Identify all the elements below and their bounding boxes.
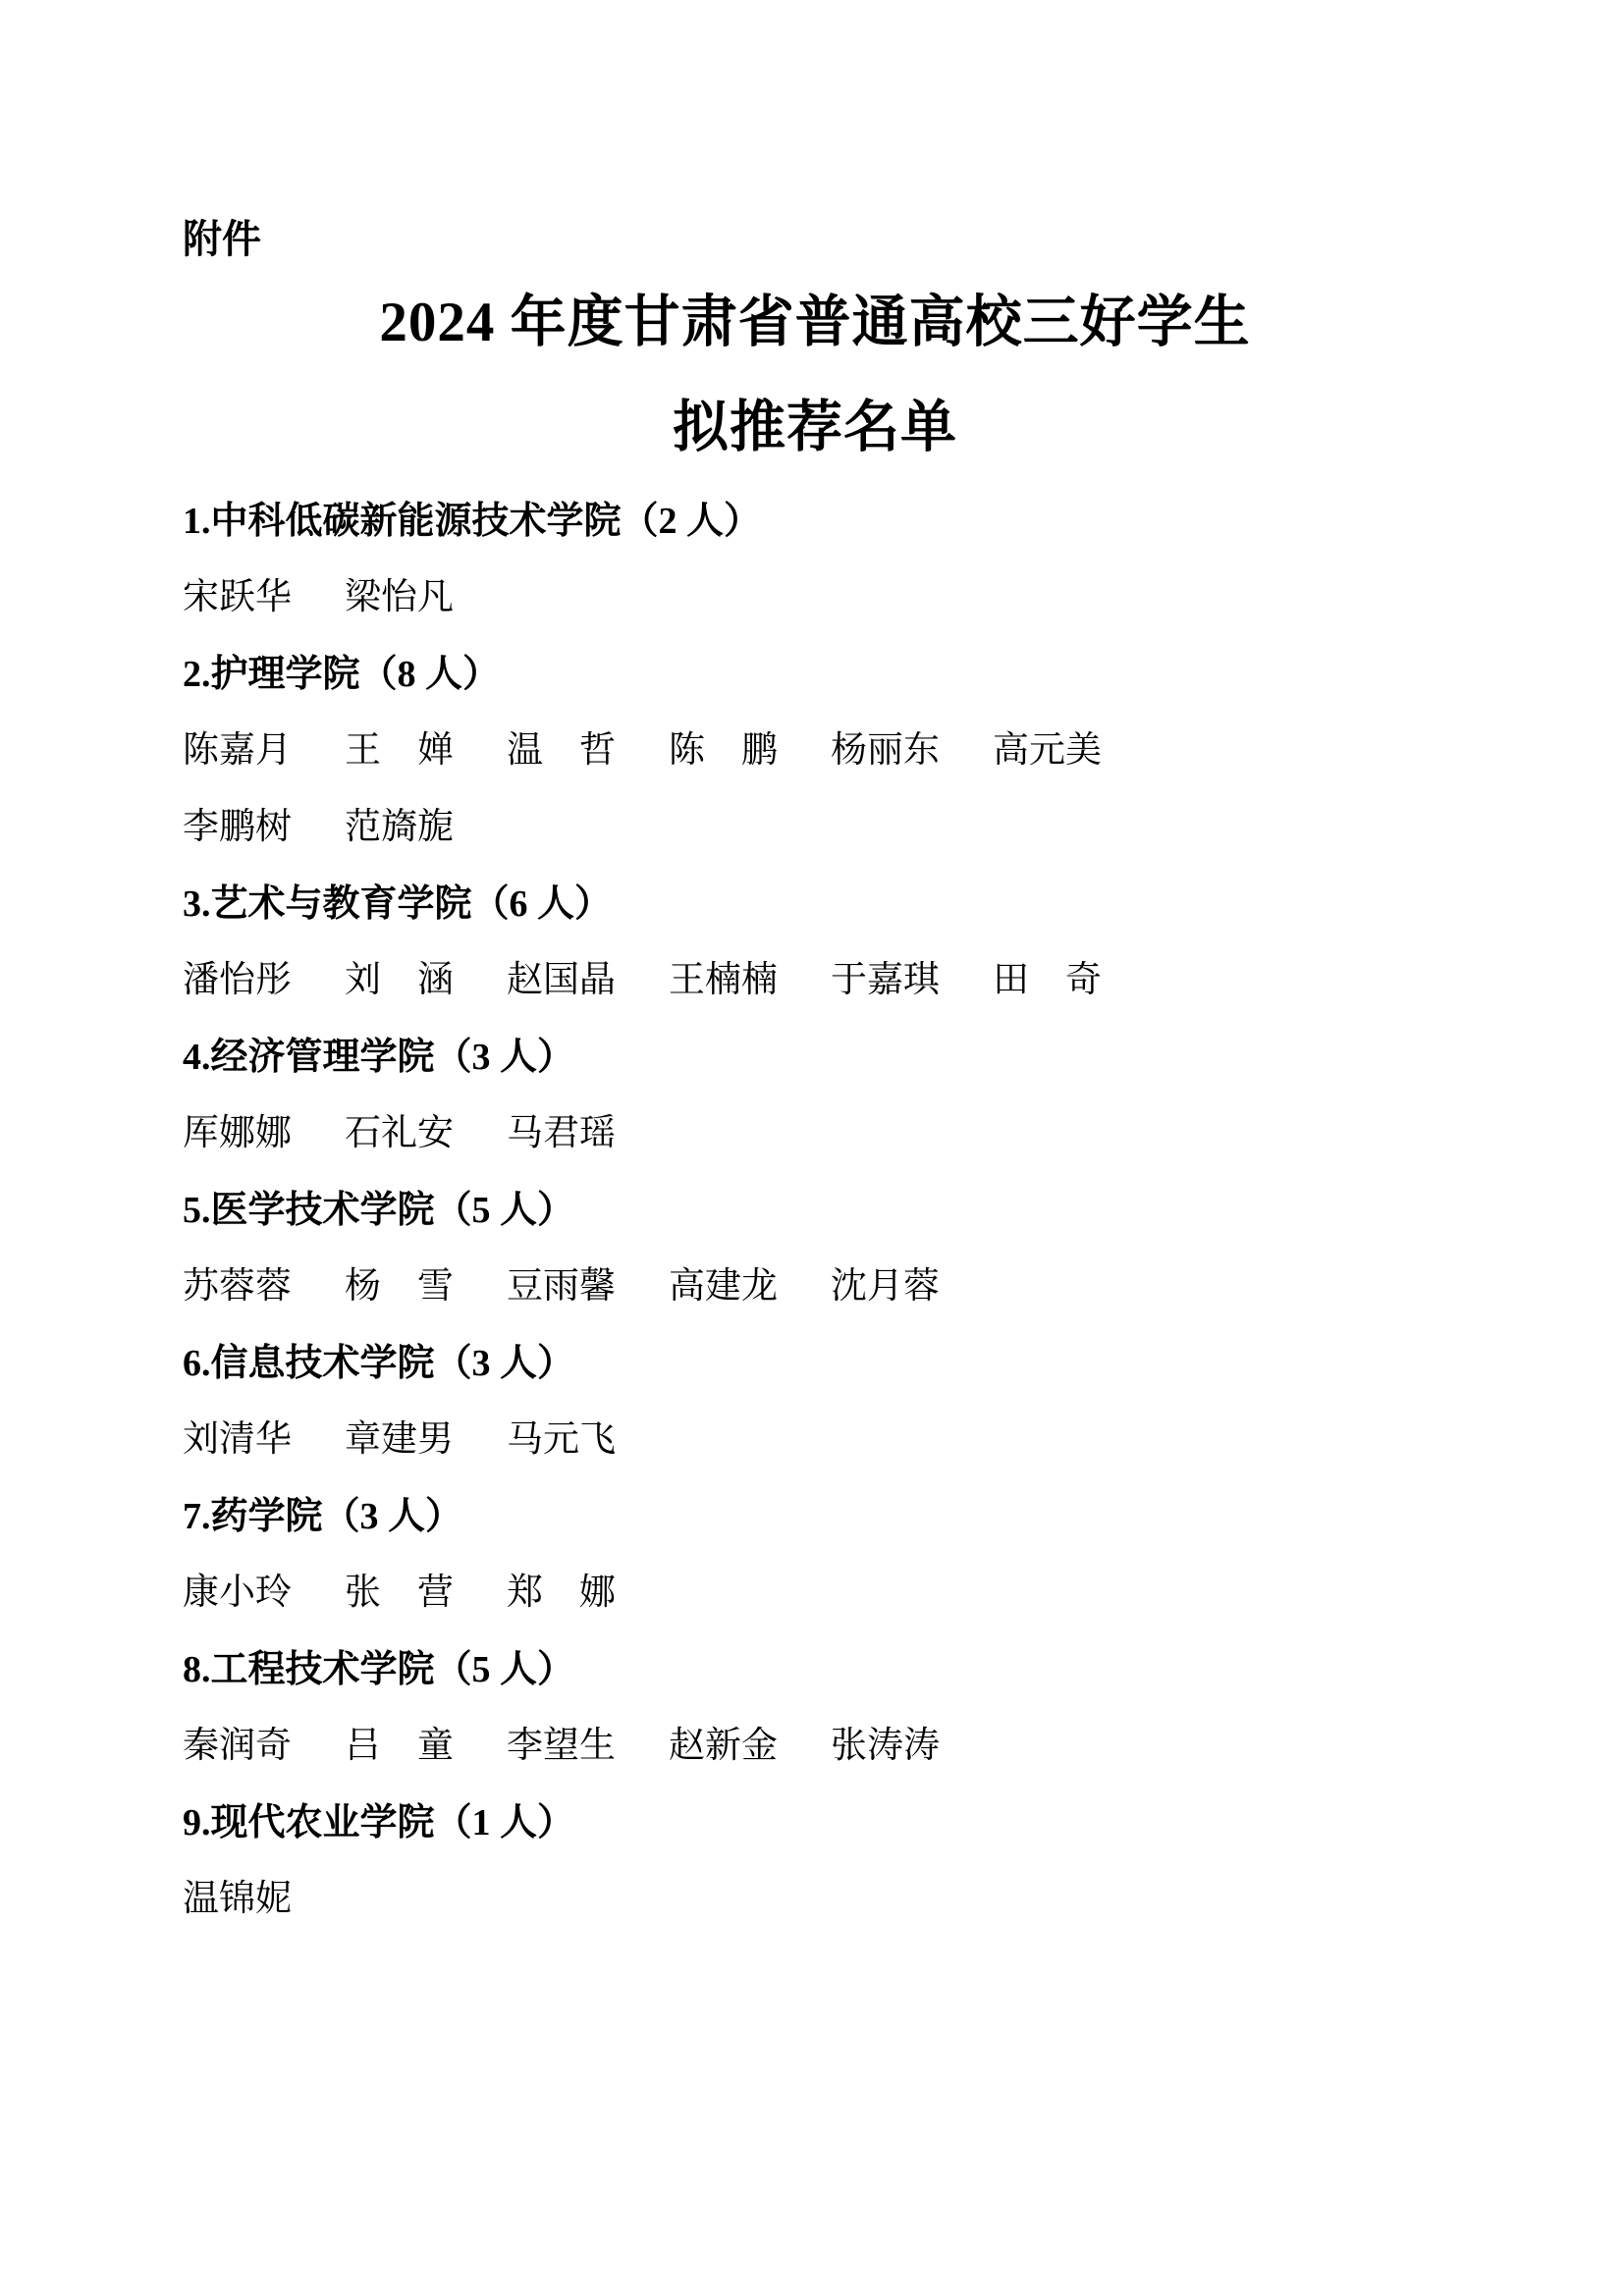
sections-list [183, 483, 1447, 1938]
student-name: 李望生 [507, 1726, 616, 1766]
student-name: 杨丽东 [831, 730, 940, 771]
section-heading: 2.护理学院（8 人） [183, 654, 501, 695]
student-name: 于嘉琪 [831, 960, 940, 1000]
names-row [183, 1555, 1447, 1631]
attachment-label: 附件 [183, 218, 261, 261]
names-row [183, 1861, 1447, 1938]
student-name: 潘怡彤 [183, 960, 292, 1000]
section-heading: 4.经济管理学院（3 人） [183, 1037, 575, 1078]
student-name: 陈嘉月 [183, 730, 292, 771]
student-name: 高建龙 [669, 1266, 778, 1307]
names-row [183, 713, 1447, 789]
student-name: 章建男 [345, 1419, 454, 1460]
student-name: 范旖旎 [345, 807, 454, 847]
student-name: 温锦妮 [183, 1879, 292, 1919]
names-row [183, 789, 1447, 866]
section-heading: 5.医学技术学院（5 人） [183, 1190, 575, 1231]
names-row [183, 942, 1447, 1019]
student-name: 郑 娜 [507, 1573, 616, 1613]
section-heading: 7.药学院（3 人） [183, 1496, 463, 1537]
student-name: 张涛涛 [831, 1726, 940, 1766]
document-title-line2: 拟推荐名单 [673, 397, 957, 458]
student-name: 刘 涵 [345, 960, 454, 1000]
student-name: 杨 雪 [345, 1266, 454, 1307]
names-row [183, 1249, 1447, 1325]
student-name: 马君瑶 [507, 1113, 616, 1153]
student-name: 马元飞 [507, 1419, 616, 1460]
section-heading: 8.工程技术学院（5 人） [183, 1649, 575, 1690]
student-name: 赵新金 [669, 1726, 778, 1766]
student-name: 石礼安 [345, 1113, 454, 1153]
student-name: 刘清华 [183, 1419, 292, 1460]
student-name: 吕 童 [345, 1726, 454, 1766]
section-heading: 6.信息技术学院（3 人） [183, 1343, 575, 1384]
student-name: 李鹏树 [183, 807, 292, 847]
section-heading: 3.艺术与教育学院（6 人） [183, 883, 613, 925]
student-name: 田 奇 [993, 960, 1102, 1000]
student-name: 梁怡凡 [345, 577, 454, 617]
student-name: 康小玲 [183, 1573, 292, 1613]
student-name: 赵国晶 [507, 960, 616, 1000]
student-name: 苏蓉蓉 [183, 1266, 292, 1307]
names-row [183, 560, 1447, 636]
student-name: 厍娜娜 [183, 1113, 292, 1153]
section-heading: 9.现代农业学院（1 人） [183, 1802, 575, 1843]
names-row [183, 1095, 1447, 1172]
student-name: 温 哲 [507, 730, 616, 771]
section-heading: 1.中科低碳新能源技术学院（2 人） [183, 501, 762, 542]
student-name: 宋跃华 [183, 577, 292, 617]
student-name: 王楠楠 [669, 960, 778, 1000]
student-name: 王 婵 [345, 730, 454, 771]
names-row [183, 1708, 1447, 1785]
student-name: 秦润奇 [183, 1726, 292, 1766]
student-name: 张 营 [345, 1573, 454, 1613]
student-name: 豆雨馨 [507, 1266, 616, 1307]
names-row [183, 1402, 1447, 1478]
student-name: 沈月蓉 [831, 1266, 940, 1307]
document-title-line1: 2024 年度甘肃省普通高校三好学生 [379, 292, 1251, 353]
student-name: 高元美 [993, 730, 1102, 771]
student-name: 陈 鹏 [669, 730, 778, 771]
